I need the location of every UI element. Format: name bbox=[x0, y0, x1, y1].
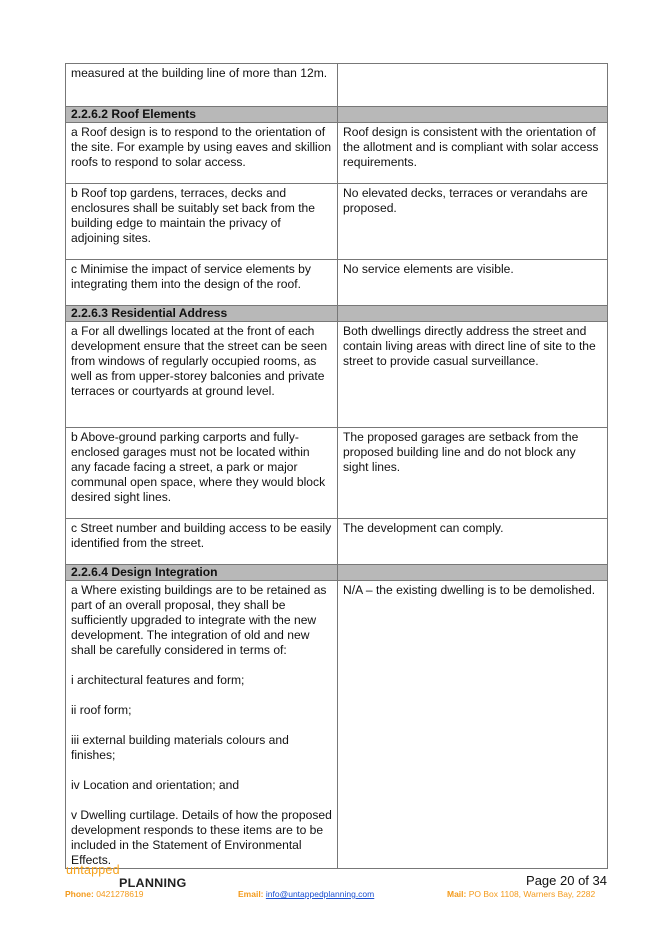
requirement-cell bbox=[66, 519, 338, 565]
table-row bbox=[66, 519, 608, 565]
requirement-cell bbox=[66, 64, 338, 107]
requirement-cell bbox=[66, 428, 338, 519]
requirement-text: a Roof design is to respond to the orientation of the site. For example by using eaves and skillion roofs to respond to solar access. bbox=[71, 125, 332, 169]
requirement-paragraph: v Dwelling curtilage. Details of how the proposed development responds to these items are to be included in the Statement of Environmental Effects. bbox=[71, 808, 332, 867]
logo-text-bottom: PLANNING bbox=[119, 876, 187, 890]
requirement-paragraph: iii external building materials colours and finishes; bbox=[71, 733, 289, 762]
compliance-table bbox=[65, 63, 608, 869]
email-label: Email: bbox=[238, 889, 264, 899]
requirement-text: c Street number and building access to be easily identified from the street. bbox=[71, 521, 332, 550]
response-text: No service elements are visible. bbox=[343, 262, 514, 276]
mail-label: Mail: bbox=[447, 889, 467, 899]
contact-phone bbox=[65, 889, 143, 899]
section-header-empty bbox=[338, 565, 608, 581]
table-row bbox=[66, 428, 608, 519]
table-row bbox=[66, 581, 608, 869]
table-row bbox=[66, 123, 608, 184]
response-cell bbox=[338, 184, 608, 260]
contact-mail bbox=[447, 889, 595, 899]
phone-label: Phone: bbox=[65, 889, 94, 899]
requirement-text: measured at the building line of more than 12m. bbox=[71, 66, 328, 80]
table-row bbox=[66, 322, 608, 428]
page-number: Page 20 of 34 bbox=[526, 873, 607, 888]
section-header-row bbox=[66, 565, 608, 581]
contact-email bbox=[238, 889, 374, 899]
response-text: Both dwellings directly address the street and contain living areas with direct line of site to the street to provide casual surveillance. bbox=[343, 324, 596, 368]
response-cell bbox=[338, 581, 608, 869]
response-cell bbox=[338, 260, 608, 306]
logo-text-top: untapped bbox=[66, 863, 120, 877]
response-cell bbox=[338, 123, 608, 184]
section-header-empty bbox=[338, 306, 608, 322]
requirement-paragraph: i architectural features and form; bbox=[71, 673, 245, 687]
response-text: No elevated decks, terraces or verandahs are proposed. bbox=[343, 186, 588, 215]
requirement-cell bbox=[66, 322, 338, 428]
requirement-text: c Minimise the impact of service elements by integrating them into the design of the roof. bbox=[71, 262, 311, 291]
response-cell bbox=[338, 428, 608, 519]
section-header-row bbox=[66, 107, 608, 123]
response-text: The proposed garages are setback from the proposed building line and do not block any sight lines. bbox=[343, 430, 579, 474]
section-header-empty bbox=[338, 107, 608, 123]
requirement-text: a For all dwellings located at the front of each development ensure that the street can be seen from windows of regularly occupied rooms, as well as from upper-storey balconies and private terraces or courtyards at ground level. bbox=[71, 324, 328, 398]
section-header-row bbox=[66, 306, 608, 322]
response-cell bbox=[338, 64, 608, 107]
response-text: N/A – the existing dwelling is to be demolished. bbox=[343, 583, 596, 597]
section-title: 2.2.6.3 Residential Address bbox=[66, 306, 338, 322]
response-cell bbox=[338, 322, 608, 428]
requirement-paragraph: iv Location and orientation; and bbox=[71, 778, 240, 792]
requirement-cell bbox=[66, 260, 338, 306]
requirement-paragraph: ii roof form; bbox=[71, 703, 132, 717]
requirement-cell bbox=[66, 123, 338, 184]
requirement-cell bbox=[66, 581, 338, 869]
table-row bbox=[66, 184, 608, 260]
requirement-paragraph: a Where existing buildings are to be retained as part of an overall proposal, they shall be sufficiently upgraded to integrate with the new development. The integration of old and new shall be carefully considered in terms of: bbox=[71, 583, 327, 657]
requirement-cell bbox=[66, 184, 338, 260]
response-cell bbox=[338, 519, 608, 565]
mail-value: PO Box 1108, Warners Bay, 2282 bbox=[468, 889, 596, 899]
requirement-text: b Above-ground parking carports and fully-enclosed garages must not be located within any facade facing a street, a park or major communal open space, where they would block desired sight lines. bbox=[71, 430, 326, 504]
email-link[interactable]: info@untappedplanning.com bbox=[265, 889, 375, 899]
response-text: The development can comply. bbox=[343, 521, 504, 535]
section-title: 2.2.6.4 Design Integration bbox=[66, 565, 338, 581]
table-row bbox=[66, 260, 608, 306]
response-text: Roof design is consistent with the orientation of the allotment and is compliant with solar access requirements. bbox=[343, 125, 599, 169]
phone-value: 0421278619 bbox=[96, 889, 144, 899]
table-row bbox=[66, 64, 608, 107]
section-title: 2.2.6.2 Roof Elements bbox=[66, 107, 338, 123]
requirement-text: b Roof top gardens, terraces, decks and enclosures shall be suitably set back from the building edge to maintain the privacy of adjoining sites. bbox=[71, 186, 316, 245]
